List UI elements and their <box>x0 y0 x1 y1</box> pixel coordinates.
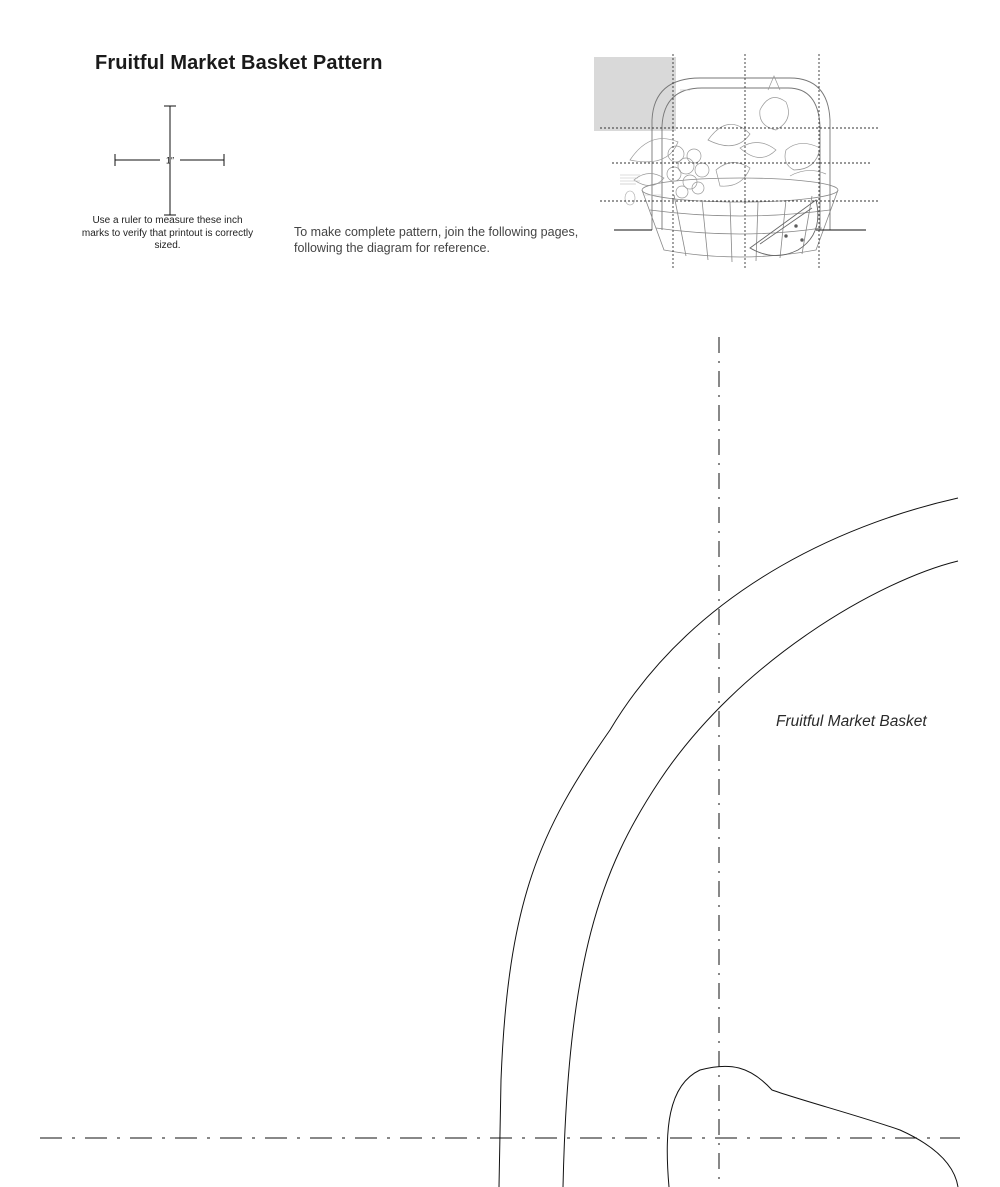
join-pages-instruction: To make complete pattern, join the following pages, following the diagram for reference. <box>294 225 579 255</box>
fruit-outline <box>667 1066 958 1187</box>
page-title: Fruitful Market Basket Pattern <box>95 52 383 74</box>
ruler-instruction: Use a ruler to measure these inch marks to verify that printout is correctly sized. <box>81 215 254 251</box>
basket-handle-inner-edge <box>563 561 958 1187</box>
pattern-label: Fruitful Market Basket <box>776 713 927 730</box>
inch-mark-label: 1″ <box>165 155 175 166</box>
